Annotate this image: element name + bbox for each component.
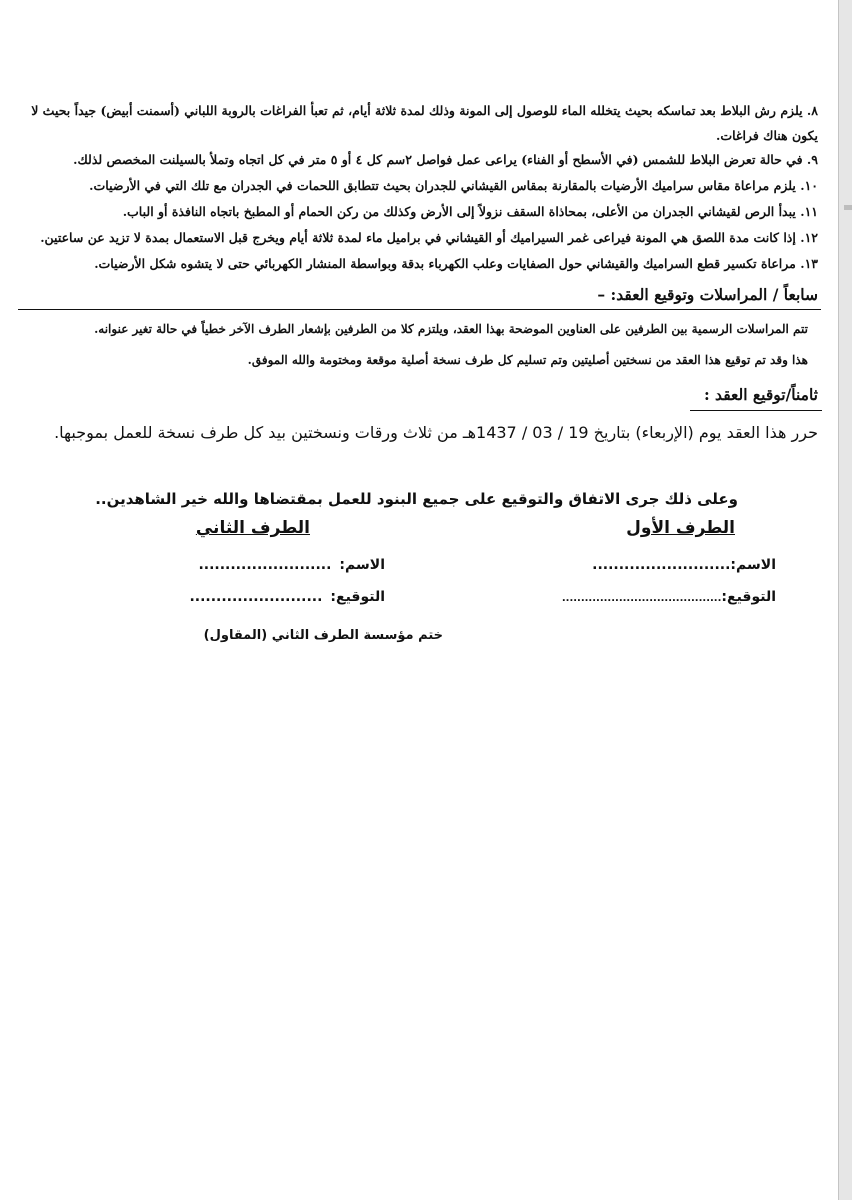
party2-title: الطرف الثاني <box>195 518 310 538</box>
party1-sign-field[interactable]: .......................................... <box>561 593 722 604</box>
scroll-marker <box>844 205 852 210</box>
page-edge <box>838 0 852 1200</box>
party1-name-field[interactable]: .......................... <box>592 557 731 573</box>
party1-name-label: الاسم: <box>730 557 776 573</box>
section8-rule <box>690 410 822 411</box>
party2-sign-label: التوقيع: <box>330 589 385 605</box>
term-11: ١١. يبدأ الرص لقيشاني الجدران من الأعلى، بمحاذاة السقف نزولاً إلى الأرض وكذلك من ركن الحمام أو المطبخ باتجاه النافذة أو الباب. <box>122 204 818 219</box>
party2-sign-field[interactable]: ......................... <box>189 589 323 605</box>
party1-title: الطرف الأول <box>626 518 735 538</box>
term-10: ١٠. يلزم مراعاة مقاس سراميك الأرضيات بالمقارنة بمقاس القيشاني للجدران بحيث تتطابق اللحمات في الجدران مع تلك التي في الأرضيات. <box>89 178 818 193</box>
term-13: ١٣. مراعاة تكسير قطع السراميك والقيشاني حول الصفايات وعلب الكهرباء بدقة وبواسطة المنشار الكهربائي حتى لا يتشوه شكل الأرضيات. <box>94 256 818 271</box>
section7-rule <box>18 309 821 310</box>
section8-paragraph: حرر هذا العقد يوم (الإربعاء) بتاريخ 19 / 03 / 1437هـ من ثلاث ورقات ونسختين بيد كل طرف نسخة للعمل بموجبها. <box>54 423 818 442</box>
party2-name-field[interactable]: ......................... <box>198 557 332 573</box>
term-9: ٩. في حالة تعرض البلاط للشمس (في الأسطح أو الفناء) يراعى عمل فواصل ٢سم كل ٤ أو ٥ متر في كل اتجاه وتملأ بالسيلنت المخصص لذلك. <box>73 152 818 167</box>
section7-heading: سابعاً / المراسلات وتوقيع العقد: – <box>597 285 818 304</box>
term-8: ٨. يلزم رش البلاط بعد تماسكه بحيث يتخلله الماء للوصول إلى المونة وذلك لمدة ثلاثة أيام، ثم تعبأ الفراغات بالروبة اللباني (أسمنت أبيض) جيداً بحيث لا يكون هناك فراغات. <box>31 103 818 143</box>
section8-heading: ثامناً/توقيع العقد : <box>703 385 818 404</box>
contractor-stamp-label: ختم مؤسسة الطرف الثاني (المقاول) <box>203 628 443 643</box>
agreement-text: وعلى ذلك جرى الاتفاق والتوقيع على جميع البنود للعمل بمقتضاها والله خير الشاهدين.. <box>95 490 738 508</box>
section7-paragraph-1: تتم المراسلات الرسمية بين الطرفين على العناوين الموضحة بهذا العقد، ويلتزم كلا من الطرفين بإشعار الطرف الآخر خطياً في حالة تغير عنوانه. <box>94 322 808 336</box>
section7-paragraph-2: هذا وقد تم توقيع هذا العقد من نسختين أصليتين وتم تسليم كل طرف نسخة أصلية موقعة ومختومة والله الموفق. <box>247 353 808 367</box>
party1-sign-label: التوقيع: <box>721 589 776 605</box>
party2-name-row <box>198 557 385 573</box>
party2-sign-row <box>189 589 385 605</box>
term-12: ١٢. إذا كانت مدة اللصق هي المونة فيراعى غمر السيراميك أو القيشاني في براميل ماء لمدة ثلاثة أيام ويخرج قبل الاستعمال بمدة لا تزيد عن ساعتين. <box>40 230 818 245</box>
party2-name-label: الاسم: <box>339 557 385 573</box>
page-edge-line <box>838 0 839 1200</box>
party1-sign-row <box>562 589 776 605</box>
party1-name-row <box>592 557 776 573</box>
